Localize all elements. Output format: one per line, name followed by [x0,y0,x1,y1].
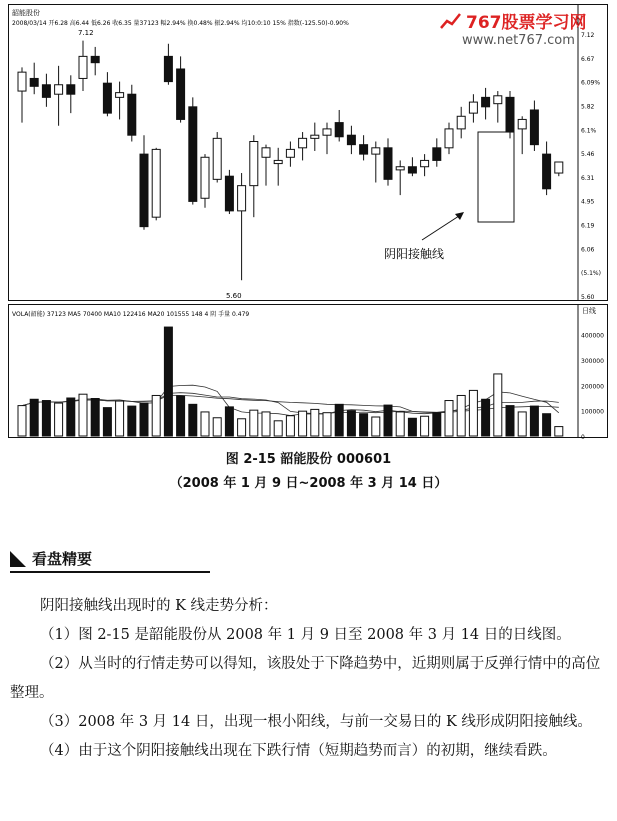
volume-axis-label: 300000 [581,358,604,365]
price-axis-label: 6.1% [581,127,597,135]
volume-bar [274,421,282,436]
candle-up [55,85,63,94]
price-axis-label: 5.46 [581,151,595,159]
volume-bar [372,417,380,436]
volume-bar [30,399,38,436]
analysis-item-3: （3）2008 年 3 月 14 日，出现一根小阳线，与前一交易日的 K 线形成阴阳接触线。 [40,714,592,730]
candle-up [238,186,246,211]
volume-bar [164,327,172,436]
volume-bar [311,409,319,436]
candle-up [18,72,26,91]
volume-bar [140,403,148,436]
candle-up [213,138,221,179]
candle-down [103,83,111,113]
volume-bar [177,396,185,436]
candle-up [311,135,319,138]
volume-bar [396,412,404,436]
volume-bar [323,413,331,436]
kline-chart [8,4,608,442]
high-price-label: 7.12 [78,29,94,37]
volume-bar [42,401,50,436]
price-panel-border [9,5,608,301]
candle-down [506,97,514,132]
candle-up [250,142,258,186]
volume-bar [79,394,87,436]
candle-up [262,148,270,157]
candle-up [421,160,429,166]
watermark [440,8,600,48]
candle-up [152,149,160,217]
volume-bar [116,401,124,436]
candle-down [91,56,99,62]
analysis-item-2: （2）从当时的行情走势可以得知，该股处于下降趋势中，近期则属于反弹行情中的高位整理。 [10,656,601,701]
volume-axis-label: 200000 [581,383,604,391]
figure-caption: 图 2-15 韶能股份 000601 [225,452,392,467]
volume-bar [543,414,551,436]
figure-date-range: （2008 年 1 月 9 日~2008 年 3 月 14 日） [169,476,448,491]
volume-bar [445,401,453,436]
volume-bar [469,390,477,436]
volume-axis-label: 100000 [581,408,604,416]
volume-axis-label: 0 [581,434,585,441]
candle-up [116,93,124,98]
candle-down [384,148,392,180]
pattern-annotation: 阴阳接触线 [384,247,445,261]
volume-bar [55,403,63,436]
annotation-arrowhead [455,212,464,220]
volume-axis [581,333,604,441]
analysis-item-4: （4）由于这个阴阳接触线出现在下跌行情（短期趋势而言）的初期，继续看跌。 [40,743,557,759]
annotation-arrow [422,214,462,240]
candle-down [42,85,50,98]
section-title: 看盘精要 [32,550,93,568]
triangle-icon [10,551,26,567]
analysis-text [10,592,608,766]
volume-ma-lines [22,385,559,415]
volume-ma20-line [22,395,559,413]
candle-up [445,129,453,148]
candle-down [433,148,441,161]
candle-down [128,94,136,135]
volume-bar [91,399,99,436]
price-axis-label: 6.31 [581,174,595,182]
volume-bar [433,413,441,436]
volume-bar [201,412,209,436]
price-axis-label: 4.95 [581,198,595,206]
volume-bar [250,410,258,436]
volume-bar [286,416,294,436]
chart-info-line: 2008/03/14 开6.28 高6.44 低6.26 收6.35 量37123 幅2.94% 换0.48% 振2.94% 均10:0:10 15% 指数(-125.50)-0.90% [12,20,349,27]
candle-down [360,145,368,154]
volume-bar [360,414,368,436]
price-axis-label: 6.06 [581,246,595,254]
price-axis-label: (5.1%) [581,270,601,278]
candle-up [396,167,404,170]
section-header [10,548,92,569]
candle-up [494,96,502,104]
candle-down [140,154,148,227]
candle-down [482,97,490,106]
volume-bar [518,412,526,436]
candle-down [189,107,197,202]
candle-up [372,148,380,154]
volume-bar [457,395,465,436]
stock-name-label: 韶能股份 [12,9,40,17]
analysis-item-1: （1）图 2-15 是韶能股份从 2008 年 1 月 9 日至 2008 年 3 月 14 日的日线图。 [40,627,571,643]
volume-bar [347,411,355,436]
price-axis-label: 5.60 [581,294,595,301]
volume-bar [238,419,246,436]
price-axis [581,32,601,301]
volume-info-line: VOLA(韶能) 37123 MA5 70400 MA10 122416 MA20 101555 148 4 阴 手量 0.479 [12,311,250,318]
watermark-url: www.net767.com [462,33,575,48]
candle-down [408,167,416,173]
volume-bars [18,327,563,436]
volume-bar [384,405,392,436]
candle-up [274,160,282,163]
candle-up [469,102,477,113]
volume-bar [262,412,270,436]
price-axis-label: 5.82 [581,103,595,111]
candle-down [335,123,343,137]
volume-bar [18,406,26,436]
volume-bar [67,398,75,436]
volume-bar [494,374,502,436]
candle-up [518,119,526,128]
section-underline [10,571,210,573]
watermark-title: 767股票学习网 [466,13,587,33]
candle-up [457,116,465,129]
candle-up [79,56,87,78]
candle-down [347,135,355,144]
candlesticks [18,41,563,281]
highlight-box [478,132,514,222]
volume-axis-label: 400000 [581,332,604,340]
volume-bar [225,407,233,436]
day-tag: 日线 [582,307,596,315]
volume-bar [189,404,197,436]
candle-down [543,154,551,189]
candle-down [67,85,75,94]
volume-bar [335,404,343,436]
price-axis-label: 6.19 [581,222,595,230]
candle-down [30,78,38,86]
candle-down [530,110,538,145]
price-axis-label: 6.67 [581,55,595,63]
candle-down [177,69,185,119]
volume-bar [152,395,160,436]
candle-up [286,149,294,157]
volume-bar [299,411,307,436]
trend-logo-icon [440,12,462,30]
volume-bar [213,418,221,436]
volume-bar [530,406,538,436]
volume-bar [128,406,136,436]
volume-bar [555,427,563,436]
price-axis-label: 7.12 [581,32,595,39]
volume-bar [506,406,514,436]
volume-bar [103,408,111,436]
low-price-label: 5.60 [226,292,242,300]
volume-bar [408,418,416,436]
candle-up [299,138,307,147]
volume-bar [482,399,490,436]
candle-down [225,176,233,211]
candle-down [164,56,172,81]
candle-up [323,129,331,135]
volume-bar [421,416,429,436]
price-axis-label: 6.09% [581,79,601,87]
watermark-logo [440,8,600,33]
candle-up [555,162,563,173]
candle-up [201,157,209,198]
intro-paragraph: 阴阳接触线出现时的 K 线走势分析： [40,598,278,614]
